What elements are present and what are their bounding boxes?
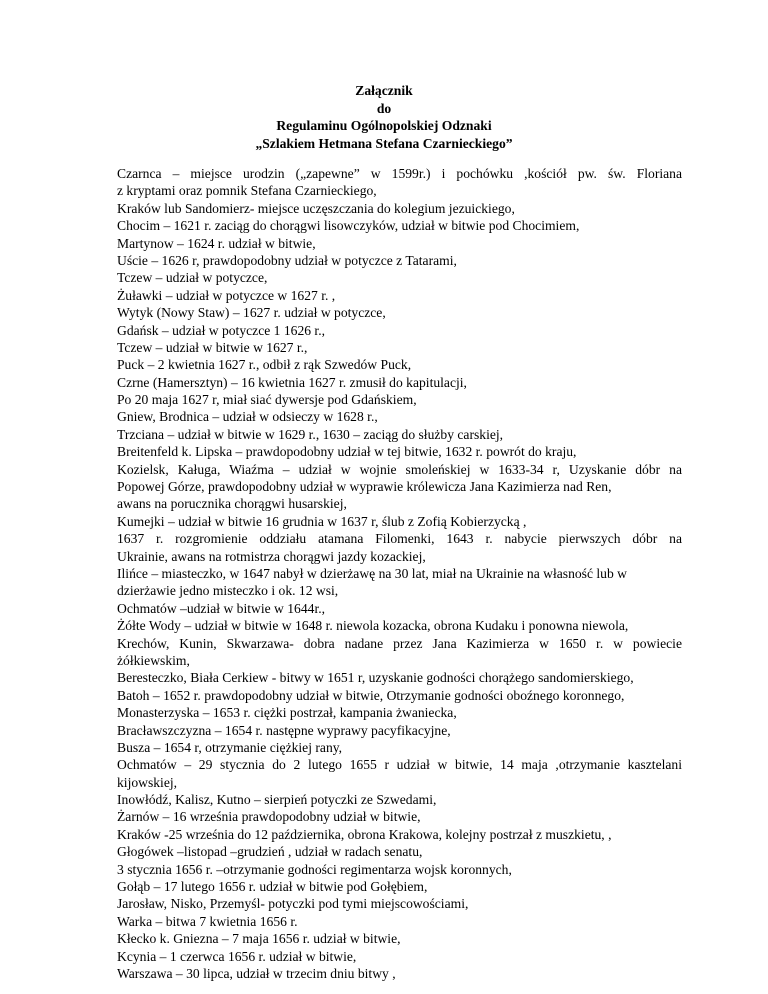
body-text-line: Wytyk (Nowy Staw) – 1627 r. udział w potyczce, <box>117 305 386 321</box>
body-text-line: Kumejki – udział w bitwie 16 grudnia w 1637 r, ślub z Zofią Kobierzycką , <box>117 513 527 529</box>
body-text-line: Żarnów – 16 września prawdopodobny udział w bitwie, <box>117 809 421 825</box>
document-header <box>0 82 768 152</box>
body-text-line: Monasterzyska – 1653 r. ciężki postrzał, kampania żwaniecka, <box>117 705 457 721</box>
body-text-line: kijowskiej, <box>117 774 178 790</box>
body-text-line: Bracławszczyzna – 1654 r. następne wyprawy pacyfikacyjne, <box>117 722 451 738</box>
body-text-line: Chocim – 1621 r. zaciąg do chorągwi lisowczyków, udział w bitwie pod Chocimiem, <box>117 218 580 234</box>
body-text-line: Ukrainie, awans na rotmistrza chorągwi jazdy kozackiej, <box>117 548 426 564</box>
body-text-line: Warszawa – 30 lipca, udział w trzecim dniu bitwy , <box>117 965 396 981</box>
body-text-line: Gdańsk – udział w potyczce 1 1626 r., <box>117 322 326 338</box>
body-text-line: Breitenfeld k. Lipska – prawdopodobny udział w tej bitwie, 1632 r. powrót do kraju, <box>117 444 577 460</box>
body-text-line: Kozielsk, Kaługa, Wiaźma – udział w wojnie smoleńskiej w 1633-34 r, Uzyskanie dóbr na <box>117 461 682 477</box>
body-text-line: awans na porucznika chorągwi husarskiej, <box>117 496 347 512</box>
header-line-to: do <box>376 100 392 116</box>
body-text-line: Kraków lub Sandomierz- miejsce uczęszczania do kolegium jezuickiego, <box>117 200 515 216</box>
body-text-line: Batoh – 1652 r. prawdopodobny udział w bitwie, Otrzymanie godności oboźnego koronnego, <box>117 687 625 703</box>
body-text-line: Po 20 maja 1627 r, miał siać dywersje pod Gdańskiem, <box>117 392 417 408</box>
body-text-line: żółkiewskim, <box>117 652 190 668</box>
body-text-line: Żółte Wody – udział w bitwie w 1648 r. niewola kozacka, obrona Kudaku i ponowna niewola, <box>117 618 629 634</box>
body-text-line: Gniew, Brodnica – udział w odsieczy w 1628 r., <box>117 409 378 425</box>
body-text-line: 1637 r. rozgromienie oddziału atamana Filomenki, 1643 r. nabycie pierwszych dóbr na <box>117 531 682 547</box>
body-text-line: Martynow – 1624 r. udział w bitwie, <box>117 235 316 251</box>
body-text-line: Gołąb – 17 lutego 1656 r. udział w bitwie pod Gołębiem, <box>117 879 428 895</box>
header-line-badge-name: „Szlakiem Hetmana Stefana Czarnieckiego” <box>255 135 513 151</box>
document-body <box>117 165 682 982</box>
header-line-regulation: Regulaminu Ogólnopolskiej Odznaki <box>276 118 492 134</box>
body-text-line: Puck – 2 kwietnia 1627 r., odbił z rąk Szwedów Puck, <box>117 357 412 373</box>
body-text-line: Żuławki – udział w potyczce w 1627 r. , <box>117 287 336 303</box>
body-text-line: Jarosław, Nisko, Przemyśl- potyczki pod tymi miejscowościami, <box>117 896 469 912</box>
body-text-line: Głogówek –listopad –grudzień , udział w radach senatu, <box>117 844 423 860</box>
body-text-line: Busza – 1654 r, otrzymanie ciężkiej rany, <box>117 739 343 755</box>
header-line-annex: Załącznik <box>355 83 413 98</box>
body-text-line: Kłecko k. Gniezna – 7 maja 1656 r. udział w bitwie, <box>117 931 401 947</box>
body-text-line: Warka – bitwa 7 kwietnia 1656 r. <box>117 913 298 929</box>
body-text-line: z kryptami oraz pomnik Stefana Czarnieckiego, <box>117 183 377 199</box>
body-text-line: Czarnca – miejsce urodzin („zapewne” w 1599r.) i pochówku ,kościół pw. św. Floriana <box>117 166 682 181</box>
body-text-line: Krechów, Kunin, Skwarzawa- dobra nadane przez Jana Kazimierza w 1650 r. w powiecie <box>117 635 682 651</box>
body-text-line: Popowej Górze, prawdopodobny udział w wyprawie królewicza Jana Kazimierza nad Ren, <box>117 479 612 495</box>
body-text-line: Tczew – udział w potyczce, <box>117 270 268 286</box>
body-text-line: Tczew – udział w bitwie w 1627 r., <box>117 339 308 355</box>
body-text-line: Ochmatów –udział w bitwie w 1644r., <box>117 600 326 616</box>
body-text-line: Trzciana – udział w bitwie w 1629 r., 1630 – zaciąg do służby carskiej, <box>117 426 504 442</box>
body-text-line: Inowłódź, Kalisz, Kutno – sierpień potyczki ze Szwedami, <box>117 792 437 808</box>
body-text-line: Czrne (Hamersztyn) – 16 kwietnia 1627 r. zmusił do kapitulacji, <box>117 374 467 390</box>
body-text-line: Beresteczko, Biała Cerkiew - bitwy w 1651 r, uzyskanie godności chorążego sandomierskiego, <box>117 670 634 686</box>
body-text-line: Ilińce – miasteczko, w 1647 nabył w dzierżawę na 30 lat, miał na Ukrainie na własność lub w <box>117 565 627 581</box>
body-text-line: Kraków -25 września do 12 października, obrona Krakowa, kolejny postrzał z muszkietu, , <box>117 826 612 842</box>
body-text-line: Ochmatów – 29 stycznia do 2 lutego 1655 r udział w bitwie, 14 maja ,otrzymanie kasztelani <box>117 757 682 773</box>
body-text-line: Uście – 1626 r, prawdopodobny udział w potyczce z Tatarami, <box>117 252 457 268</box>
body-text-line: Kcynia – 1 czerwca 1656 r. udział w bitwie, <box>117 948 357 964</box>
body-text-line: dzierżawie jedno misteczko i ok. 12 wsi, <box>117 583 339 599</box>
body-text-line: 3 stycznia 1656 r. –otrzymanie godności regimentarza wojsk koronnych, <box>117 861 512 877</box>
